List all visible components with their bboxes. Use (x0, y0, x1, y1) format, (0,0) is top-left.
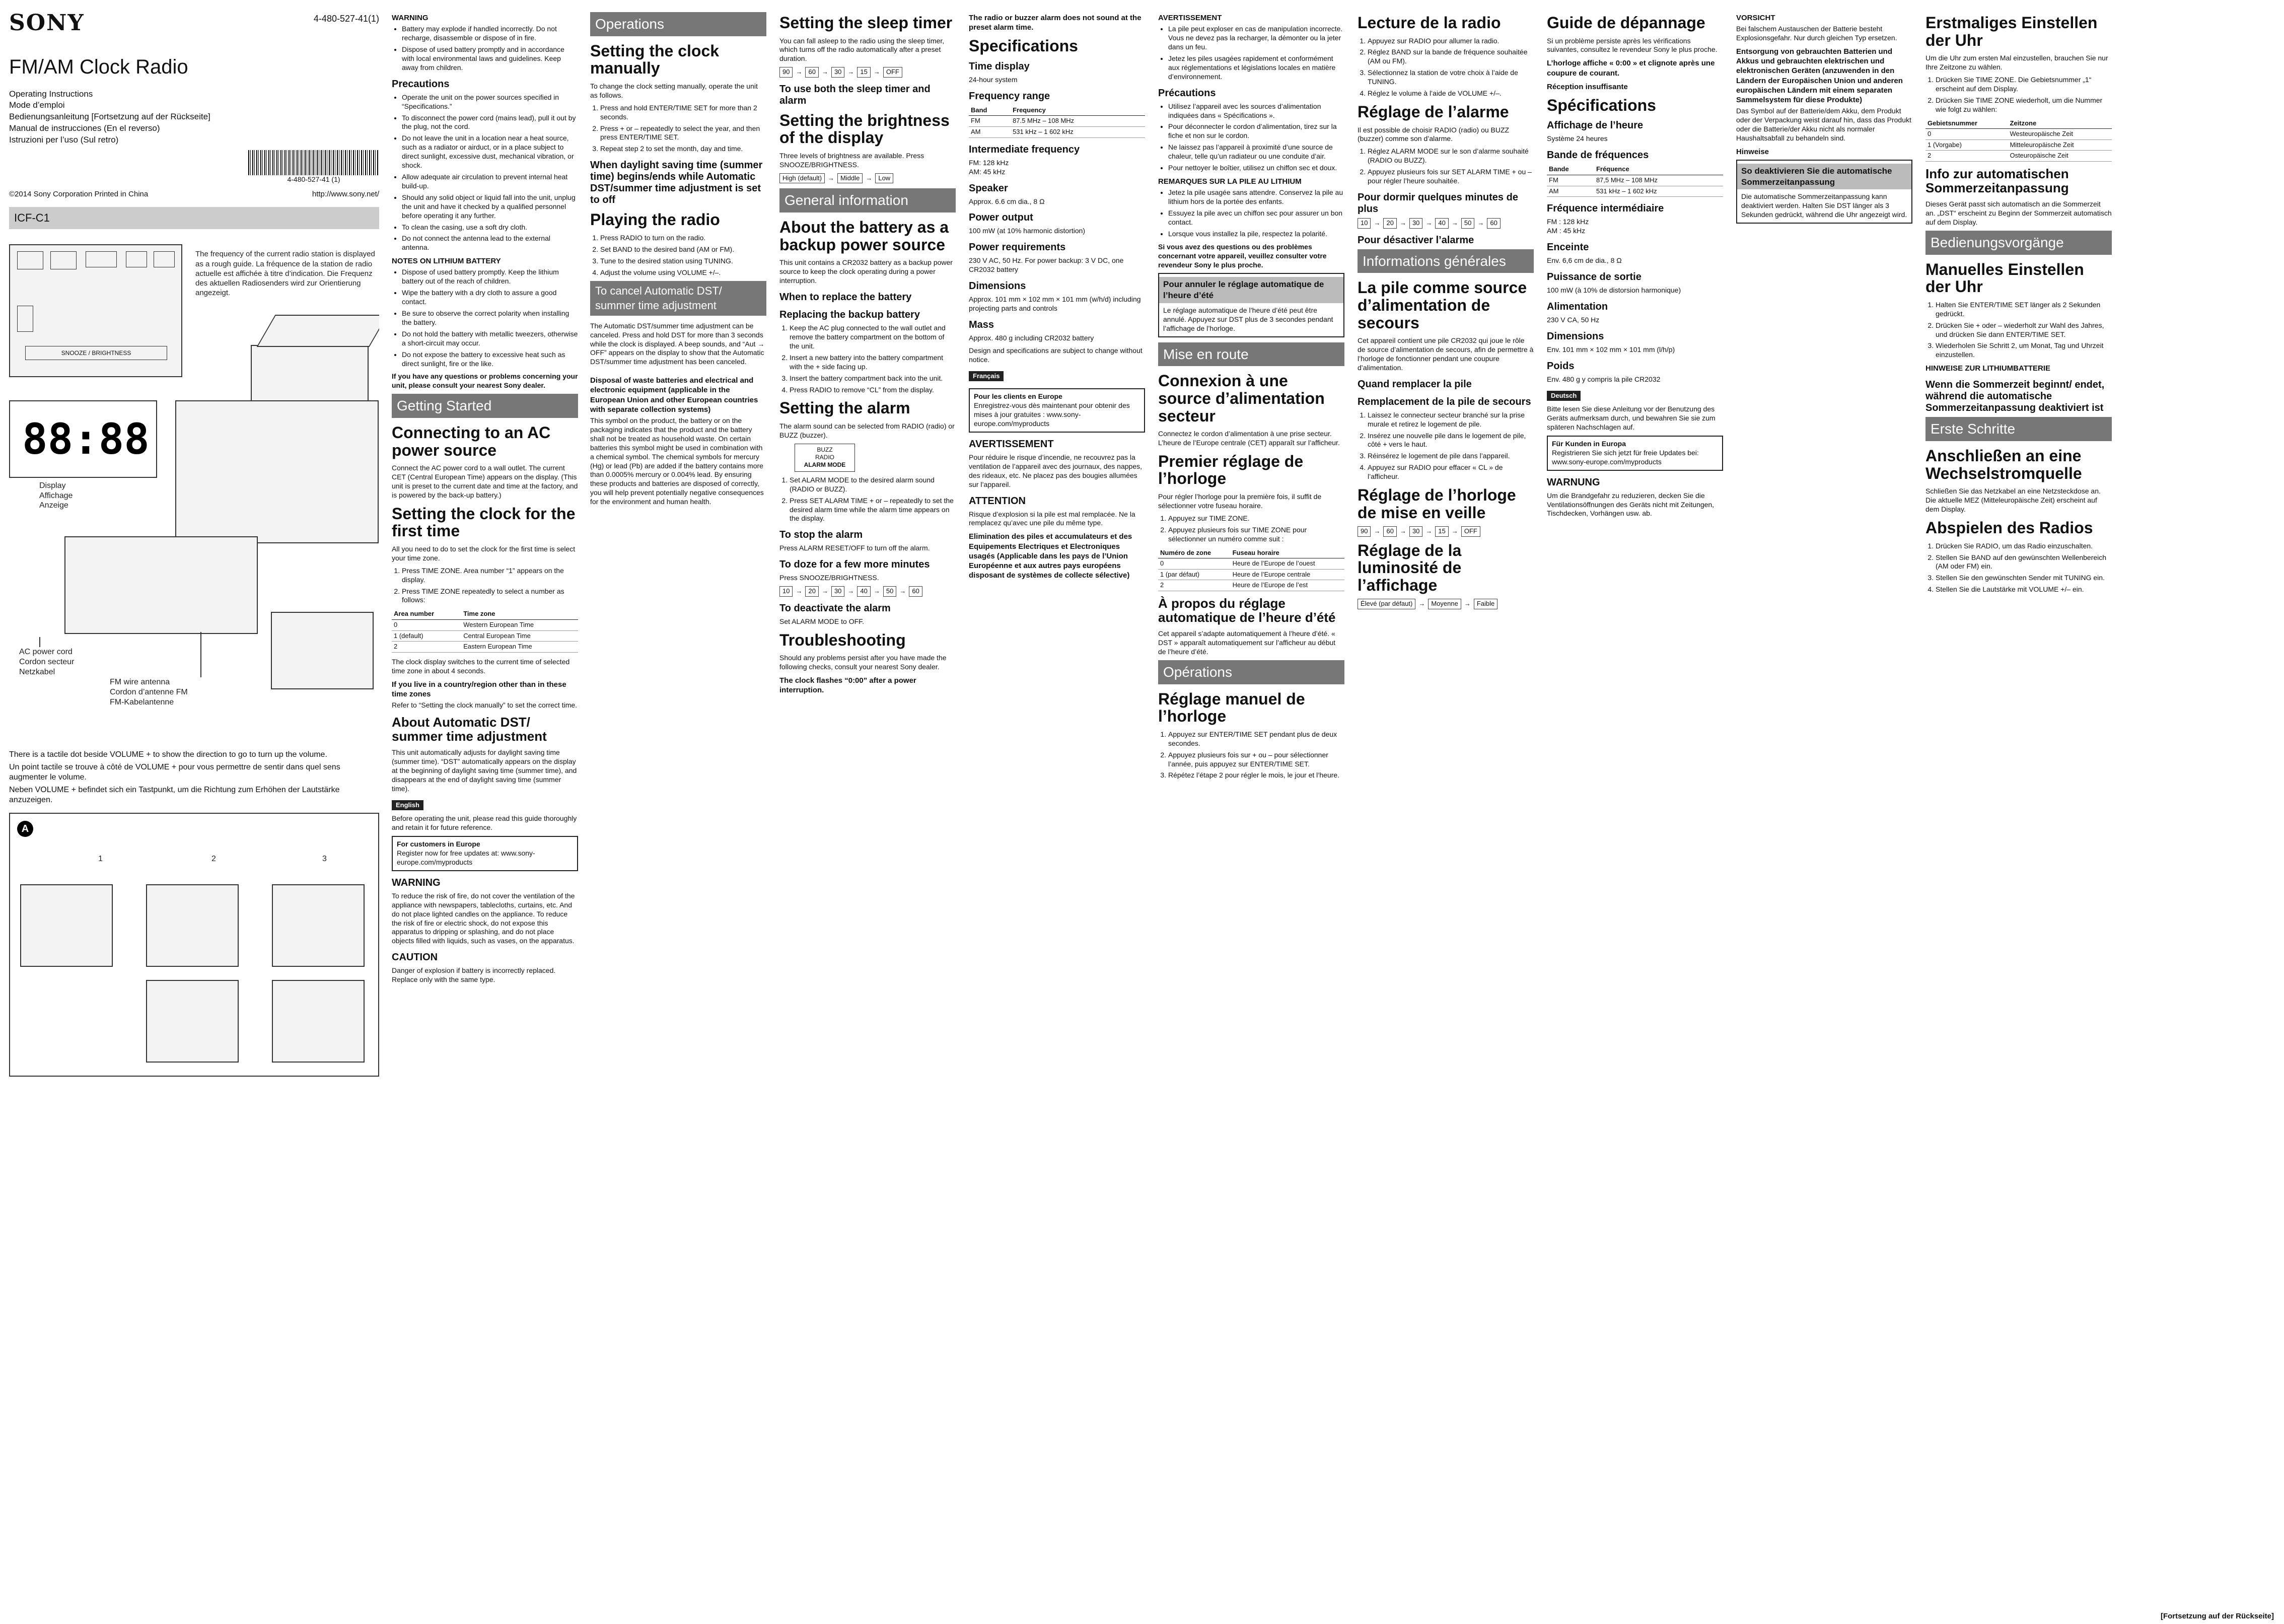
product-title: FM/AM Clock Radio (9, 56, 188, 79)
fr-sleep-sequence: 90 → 60 → 30 → 15 → OFF (1358, 526, 1534, 537)
french-column-1: AVERTISSEMENT • La pile peut exploser en cas de manipulation incorrecte. Vous ne devez pas la recharger, la démonter ou la jeter dans un feu. • Jetez les piles usagées rapidement et conformément aux réglementations et législations locales en matière d’environnement. Précautions • Utilisez l’appareil avec les sources d’alimentation indiquées dans « Spécifications ». • Pour déconnecter le cordon d’alimentation, tirez sur la fiche et non sur le cordon. • Ne laissez pas l’appareil à proximité d’une source de chaleur, telle qu’un radiateur ou une conduite d’air. • Pour nettoyer le boîtier, utilisez un chiffon sec et doux. REMARQUES SUR LA PILE AU LITHIUM • Jetez la pile usagée sans attendre. Conservez la pile au lithium hors de la portée des enfants. • Essuyez la pile avec un chiffon sec pour assurer un bon contact. • Lorsque vous installez la pile, respectez la polarité. Si vous avez des questions ou des problèmes concernant votre appareil, veuillez consulter votre revendeur Sony le plus proche. Pour annuler le réglage automatique de l’heure d’été Le réglage automatique de l’heure d’été peut être annulé. Appuyez sur DST plus de 3 secondes pendant l’affichage de l’horloge. Mise en route Connexion à une source d’alimentation secteur Connectez le cordon d’alimentation à une prise secteur. L’heure de l’Europe centrale (CET) apparaît sur l’afficheur. Premier réglage de l’horloge Pour régler l’horloge pour la première fois, il suffit de sélectionner votre fuseau horaire. 1. Appuyez sur TIME ZONE. 2. Appuyez plusieurs fois sur TIME ZONE pour sélectionner un numéro comme suit : Numéro de zone Fuseau horaire 0 Heure de l’Europe de l’ouest 1 (par défaut) Heure de l’Europe centrale 2 Heure de l’Europe de l’est À propos du réglage automatique de l’heure d’été Cet appareil s’adapte automatiquement à l’heure d’été. « DST » apparaît automatiquement sur l’afficheur au début de l’heure d’été. Opérations Réglage manuel de l’horloge 1. Appuyez sur ENTER/TIME SET pendant plus de deux secondes. 2. Appuyez plusieurs fois sur + ou – pour sélectionner l’année, puis appuyez sur ENTER/TIME SET. 3. Répétez l’étape 2 pour régler le mois, le jour et l’heure. (1158, 9, 1344, 1615)
language-line: Mode d’emploi (9, 100, 65, 110)
language-line: Istruzioni per l’uso (Sul retro) (9, 135, 119, 145)
fr-brightness-sequence: Élevé (par défaut) → Moyenne → Faible (1358, 599, 1534, 609)
manual-clock-heading: Setting the clock manually (590, 41, 720, 78)
fr-doze-sequence: 10 → 20 → 30 → 40 → 50 → 60 (1358, 218, 1534, 229)
lithium-list: • Dispose of used battery promptly. Keep the lithium battery out of the reach of children. • Wipe the battery with a dry cloth to assure a good contact. • Be sure to observe the correct polarity when installing the battery. • Do not hold the battery with metallic tweezers, otherwise a short-circuit may occur. • Do not expose the battery to excessive heat such as direct sunlight, fire or the like. (392, 268, 578, 368)
so-deactivate-box: So deaktivieren Sie die automatische Sommerzeitanpassung Die automatische Sommerzeitanpassung kann deaktiviert werden. Halten Sie DST länger als 3 Sekunden gedrückt, während die Uhr angezeigt wird. (1736, 160, 1912, 224)
german-column-1: VORSICHT Bei falschem Austauschen der Batterie besteht Explosionsgefahr. Nur durch gleichen Typ ersetzen. Entsorgung von gebrauchten Batterien und Akkus und gebrauchten elektrischen und elektronischen Geräten (anzuwenden in den Ländern der Europäischen Union und anderen europäischen Ländern mit einem separaten Sammelsystem für diese Produkte) Das Symbol auf der Batterie/dem Akku, dem Produkt oder der Verpackung weist darauf hin, dass das Produkt oder die Batterie/der Akku nicht als normaler Haushaltsabfall zu behandeln sind. Hinweise So deaktivieren Sie die automatische Sommerzeitanpassung Die automatische Sommerzeitanpassung kann deaktiviert werden. Halten Sie DST länger als 3 Sekunden gedrückt, während die Uhr angezeigt wird. (1736, 9, 1912, 1615)
barcode: 4-480-527-41 (1) (248, 150, 379, 184)
french-column-3: Guide de dépannage Si un problème persiste après les vérifications suivantes, consultez le revendeur Sony le plus proche. L’horloge affiche « 0:00 » et clignote après une coupure de courant. Réception insuffisante Spécifications Affichage de l’heure Système 24 heures Bande de fréquences Bande Fréquence FM 87,5 MHz – 108 MHz AM 531 kHz – 1 602 kHz Fréquence intermédiaire FM : 128 kHz AM : 45 kHz Enceinte Env. 6,6 cm de dia., 8 Ω Puissance de sortie 100 mW (à 10% de distorsion harmonique) Alimentation 230 V CA, 50 Hz Dimensions Env. 101 mm × 102 mm × 101 mm (l/h/p) Poids Env. 480 g y compris la pile CR2032 Deutsch Bitte lesen Sie diese Anleitung vor der Benutzung des Geräts aufmerksam durch, und bewahren Sie sie zum späteren Nachschlagen auf. Für Kunden in Europa Registrieren Sie sich jetzt für freie Updates bei: www.sony-europe.com/myproducts WARNUNG Um die Brandgefahr zu reduzieren, decken Sie die Ventilationsöffnungen des Geräts nicht mit Zeitungen, Tischdecken, Vorhängen usw. ab. (1547, 9, 1723, 1615)
sleep-heading: Setting the sleep timer (779, 14, 953, 32)
tactile-note-de: Neben VOLUME + befindet sich ein Tastpunkt, um die Richtung zum Erhöhen der Lautstärke anzuzeigen. (9, 785, 340, 805)
english-column-4: The radio or buzzer alarm does not sound at the preset alarm time. Specifications Time display 24-hour system Frequency range Band Frequency FM 87.5 MHz – 108 MHz AM 531 kHz – 1 602 kHz Intermediate frequency FM: 128 kHz AM: 45 kHz Speaker Approx. 6.6 cm dia., 8 Ω Power output 100 mW (at 10% harmonic distortion) Power requirements 230 V AC, 50 Hz. For power backup: 3 V DC, one CR2032 battery Dimensions Approx. 101 mm × 102 mm × 101 mm (w/h/d) including projecting parts and controls Mass Approx. 480 g including CR2032 battery Design and specifications are subject to change without notice. Français Pour les clients en Europe Enregistrez-vous dès maintenant pour obtenir des mises à jour gratuites : www.sony-europe.com/myproducts AVERTISSEMENT Pour réduire le risque d’incendie, ne recouvrez pas la ventilation de l’appareil avec des journaux, des nappes, des rideaux, etc. Ne placez pas des bougies allumées sur l’appareil. ATTENTION Risque d’explosion si la pile est mal remplacée. Ne la remplacez qu’avec une pile du même type. Elimination des piles et accumulateurs et des Equipements Electriques et Electroniques usagés (Applicable dans les pays de l’Union Européenne et aux autres pays européens disposant de systèmes de collecte sélective) (969, 9, 1145, 1615)
alarm-heading: Setting the alarm (779, 399, 910, 417)
model-name: ICF-C1 (14, 211, 50, 225)
ac-cord-label-line: Netzkabel (19, 668, 55, 677)
clock-first-steps: 1. Press TIME ZONE. Area number “1” appears on the display. 2. Press TIME ZONE repeatedly to select a number as follows: (392, 567, 578, 605)
copyright: ©2014 Sony Corporation Printed in China (9, 190, 149, 199)
language-line: Operating Instructions (9, 89, 93, 99)
section-operations-fr: Opérations (1158, 660, 1344, 684)
ac-heading: Connecting to an AC power source (392, 423, 551, 459)
clock-3d-top (257, 315, 379, 347)
fm-antenna-label (110, 677, 188, 708)
product-diagram (9, 234, 379, 748)
francais-tab: Français (969, 371, 1004, 382)
de-customers-box: Für Kunden in Europa Registrieren Sie sich jetzt für freie Updates bei: www.sony-europe.com/myproducts (1547, 436, 1723, 471)
cancel-dst-fr-box: Pour annuler le réglage automatique de l’heure d’été Le réglage automatique de l’heure d’été peut être annulé. Appuyez sur DST plus de 3 secondes pendant l’affichage de l’horloge. (1158, 273, 1344, 337)
fm-antenna-label-line: FM wire antenna (110, 678, 170, 687)
fm-antenna-label-line: Cordon d’antenne FM (110, 688, 188, 697)
ac-cord-label-line: Cordon secteur (19, 658, 75, 667)
battery-figure: A 1 2 3 (9, 813, 379, 1077)
sony-logo: SONY (9, 10, 85, 36)
clock-top-view (9, 244, 182, 377)
french-column-2: Lecture de la radio 1. Appuyez sur RADIO pour allumer la radio. 2. Réglez BAND sur la bande de fréquence souhaitée (AM ou FM). 3. Sélectionnez la station de votre choix à l’aide de TUNING. 4. Réglez le volume à l’aide de VOLUME +/–. Réglage de l’alarme Il est possible de choisir RADIO (radio) ou BUZZ (buzzer) comme son d’alarme. 1. Réglez ALARM MODE sur le son d’alarme souhaité (RADIO ou BUZZ). 2. Appuyez plusieurs fois sur SET ALARM TIME + ou – pour régler l’heure souhaitée. Pour dormir quelques minutes de plus 10 → 20 → 30 → 40 → 50 → 60 Pour désactiver l’alarme Informations générales La pile comme source d’alimentation de secours Cet appareil contient une pile CR2032 qui joue le rôle de source d’alimentation de secours, afin de permettre à l’horloge de fonctionner pendant une coupure d’alimentation. Quand remplacer la pile Remplacement de la pile de secours 1. Laissez le connecteur secteur branché sur la prise murale et retirez le logement de pile. 2. Insérez une nouvelle pile dans le logement de pile, côté + vers le haut. 3. Réinsérez le logement de pile dans l’appareil. 4. Appuyez sur RADIO pour effacer « CL » de l’afficheur. Réglage de l’horloge de mise en veille 90 → 60 → 30 → 15 → OFF Réglage de la luminosité de l’affichage Élevé (par défaut) → Moyenne → Faible (1358, 9, 1534, 1615)
figure-label-a: A (17, 821, 33, 837)
cover-column (9, 9, 379, 1615)
sleep-sequence: 90 → 60 → 30 → 15 → OFF (779, 67, 956, 78)
time-zone-table: Area number Time zone 0 Western European Time 1 (default) Central European Time 2 Eastern European Time (392, 609, 578, 653)
clock-bottom-view (64, 536, 258, 634)
fm-antenna-label-line: FM-Kabelantenne (110, 698, 174, 707)
snooze-brightness-bar: SNOOZE / BRIGHTNESS (25, 346, 167, 360)
customers-box: For customers in Europe Register now for free updates at: www.sony-europe.com/myproducts (392, 836, 578, 871)
radio-heading: Playing the radio (590, 210, 720, 229)
section-getting-started: Getting Started (392, 394, 578, 418)
alarm-mode-switch: BUZZ RADIO ALARM MODE (795, 444, 855, 472)
contact-note: If you have any questions or problems concerning your unit, please consult your nearest Sony dealer. (392, 372, 578, 390)
english-column-3: Setting the sleep timer You can fall asleep to the radio using the sleep timer, which turns off the radio automatically after a preset duration. 90 → 60 → 30 → 15 → OFF To use both the sleep timer and alarm Setting the brightness of the display Three levels of brightness are available. Press SNOOZE/BRIGHTNESS. High (default) → Middle → Low General information About the battery as a backup power source This unit contains a CR2032 battery as a backup power source to keep the clock operating during a power interruption. When to replace the battery Replacing the backup battery 1. Keep the AC plug connected to the wall outlet and remove the battery compartment on the bottom of the unit. 2. Insert a new battery into the battery compartment with the + side facing up. 3. Insert the battery compartment back into the unit. 4. Press RADIO to remove “CL” from the display. Setting the alarm The alarm sound can be selected from RADIO (radio) or BUZZ (buzzer). BUZZ RADIO ALARM MODE 1. Set ALARM MODE to the desired alarm sound (RADIO or BUZZ). 2. Press SET ALARM TIME + or – repeatedly to set the desired alarm time while the alarm time appears on the display. To stop the alarm Press ALARM RESET/OFF to turn off the alarm. To doze for a few more minutes Press SNOOZE/BRIGHTNESS. 10 → 20 → 30 → 40 → 50 → 60 To deactivate the alarm Set ALARM MODE to OFF. Troubleshooting Should any problems persist after you have made the following checks, consult your nearest Sony dealer. The clock flashes “0:00” after a power interruption. (779, 9, 956, 1615)
warning-heading: WARNING (392, 14, 429, 22)
tactile-note: There is a tactile dot beside VOLUME + to show the direction to go to turn up the volume. (9, 750, 327, 759)
battery-backup-heading: About the battery as a backup power source (779, 218, 949, 254)
clock-first-heading: Setting the clock for the first time (392, 504, 576, 540)
language-line: Bedienungsanleitung [Fortsetzung auf der Rückseite] (9, 112, 210, 122)
battery-step-2 (146, 884, 239, 967)
fr-zone-table: Numéro de zone Fuseau horaire 0 Heure de l’Europe de l’ouest 1 (par défaut) Heure de l’Europe centrale 2 Heure de l’Europe de l’est (1158, 548, 1344, 592)
language-line: Manual de instrucciones (En el reverso) (9, 123, 160, 133)
display-digits: 88:88 (22, 414, 150, 464)
section-erste-schritte: Erste Schritte (1925, 417, 2112, 441)
display-label-line: Affichage (39, 491, 73, 500)
precautions-heading: Precautions (392, 78, 450, 90)
battery-step-detail (272, 980, 365, 1063)
freq-note: The frequency of the current radio station is displayed as a rough guide. La fréquence de la station de radio actuelle est affichée à titre d’indication. Die Frequenz des aktuellen Radiosenders wird zur Orientierung angezeigt. (195, 250, 375, 298)
cancel-dst-band: To cancel Automatic DST/ summer time adjustment (590, 281, 766, 315)
tactile-note-fr: Un point tactile se trouve à côté de VOLUME + pour vous permettre de sentir dans quel sens augmenter le volume. (9, 762, 340, 782)
deutsch-tab: Deutsch (1547, 391, 1581, 401)
model-band (9, 207, 379, 229)
specifications-heading: Specifications (969, 37, 1078, 55)
language-list (9, 89, 379, 147)
de-zone-table: Gebietsnummer Zeitzone 0 Westeuropäische Zeit 1 (Vorgabe) Mitteleuropäische Zeit 2 Osteuropäische Zeit (1925, 118, 2112, 162)
part-number: 4-480-527-41(1) (313, 14, 379, 24)
english-column-1: WARNING • Battery may explode if handled incorrectly. Do not recharge, disassemble or dispose of in fire. • Dispose of used battery promptly and in accordance with local environmental laws and guidelines. Keep away from children. Precautions • Operate the unit on the power sources specified in “Specifications.” • To disconnect the power cord (mains lead), pull it out by the plug, not the cord. • Do not leave the unit in a location near a heat source, such as a radiator or airduct, or in a place subject to direct sunlight, excessive dust, mechanical vibration, or shock. • Allow adequate air circulation to prevent internal heat build-up. • Should any solid object or liquid fall into the unit, unplug the unit and have it checked by a qualified personnel before operating it any further. • To clean the casing, use a soft dry cloth. • Do not connect the antenna lead to the external antenna. NOTES ON LITHIUM BATTERY • Dispose of used battery promptly. Keep the lithium battery out of the reach of children. • Wipe the battery with a dry cloth to assure a good contact. • Be sure to observe the correct polarity when installing the battery. • Do not hold the battery with metallic tweezers, otherwise a short-circuit may occur. • Do not expose the battery to excessive heat such as direct sunlight, fire or the like. If you have any questions or problems concerning your unit, please consult your nearest Sony dealer. Getting Started Connecting to an AC power source Connect the AC power cord to a wall outlet. The current CET (Central European Time) appears on the display. (This unit is preset to the current date and time at the factory, and is powered by the back-up battery.) Setting the clock for the first time All you need to do to set the clock for the first time is select your time zone. 1. Press TIME ZONE. Area number “1” appears on the display. 2. Press TIME ZONE repeatedly to select a number as follows: Area number Time zone 0 Western European Time 1 (default) Central European Time 2 Eastern European Time The clock display switches to the current time of selected time zone in about 4 seconds. If you live in a country/region other than in these time zones Refer to “Setting the clock manually” to set the correct time. About Automatic DST/ summer time adjustment This unit automatically adjusts for daylight saving time (summer time). “DST” automatically appears on the display at the beginning of daylight saving time (summer time), and disappears at the end of daylight saving time (summer time). English Before operating the unit, please read this guide thoroughly and retain it for future reference. For customers in Europe Register now for free updates at: www.sony-europe.com/myproducts WARNING To reduce the risk of fire, do not cover the ventilation of the appliance with newspapers, tablecloths, curtains, etc. And do not place lighted candles on the appliance. To reduce the risk of fire or electric shock, do not expose this apparatus to dripping or splashing, and do not place objects filled with liquids, such as vases, on the apparatus. CAUTION Danger of explosion if battery is incorrectly replaced. Replace only with the same type. (392, 9, 578, 1615)
display-label-line: Display (39, 481, 66, 490)
section-general: General information (779, 188, 956, 213)
doze-sequence: 10 → 20 → 30 → 40 → 50 → 60 (779, 586, 956, 597)
english-column-2: Operations Setting the clock manually To change the clock setting manually, operate the unit as follows. 1. Press and hold ENTER/TIME SET for more than 2 seconds. 2. Press + or – repeatedly to select the year, and then press ENTER/TIME SET. 3. Repeat step 2 to set the month, day and time. When daylight saving time (summer time) begins/ends while Automatic DST/summer time adjustment is set to off Playing the radio 1. Press RADIO to turn on the radio. 2. Set BAND to the desired band (AM or FM). 3. Tune to the desired station using TUNING. 4. Adjust the volume using VOLUME +/–. To cancel Automatic DST/ summer time adjustment The Automatic DST/summer time adjustment can be canceled. Press and hold DST for more than 3 seconds while the clock is displayed. A beep sounds, and “Aut → OFF” appears on the display to show that the Automatic DST/summer time adjustment has been canceled. Disposal of waste batteries and electrical and electronic equipment (applicable in the European Union and other European countries with separate collection systems) This symbol on the product, the battery or on the packaging indicates that the product and the battery shall not be treated as household waste. On certain batteries this symbol might be used in combination with a chemical symbol. The chemical symbols for mercury (Hg) or lead (Pb) are added if the battery contains more than 0.0005% mercury or 0.004% lead. By ensuring these products and batteries are disposed of correctly, you will help prevent potentially negative consequences for the environment and human health. (590, 9, 766, 1615)
battery-compartment-view (271, 612, 374, 689)
brightness-heading: Setting the brightness of the display (779, 111, 950, 147)
lithium-heading: NOTES ON LITHIUM BATTERY (392, 257, 501, 266)
ac-cord-label (19, 647, 74, 677)
clock-back-view (175, 400, 379, 543)
battery-step-detail-2 (146, 980, 239, 1063)
section-operations: Operations (590, 12, 766, 36)
fr-frequency-table: Bande Fréquence FM 87,5 MHz – 108 MHz AM 531 kHz – 1 602 kHz (1547, 164, 1723, 197)
frequency-table: Band Frequency FM 87.5 MHz – 108 MHz AM 531 kHz – 1 602 kHz (969, 105, 1145, 138)
fr-customers-box: Pour les clients en Europe Enregistrez-vous dès maintenant pour obtenir des mises à jour gratuites : www.sony-europe.com/myproducts (969, 388, 1145, 433)
continued-note: [Fortsetzung auf der Rückseite] (2160, 1611, 2274, 1620)
troubleshooting-heading: Troubleshooting (779, 630, 906, 649)
sony-url: http://www.sony.net/ (312, 190, 379, 199)
dst-heading: About Automatic DST/ summer time adjustment (392, 714, 547, 744)
section-mise-en-route: Mise en route (1158, 342, 1344, 367)
battery-step-3 (272, 884, 365, 967)
english-tab: English (392, 800, 423, 811)
warning-list: • Battery may explode if handled incorrectly. Do not recharge, disassemble or dispose of in fire. • Dispose of used battery promptly and in accordance with local environmental laws and guidelines. Keep away from children. (392, 25, 578, 73)
ac-cord-label-line: AC power cord (19, 648, 73, 657)
battery-step-1 (20, 884, 113, 967)
precautions-list: • Operate the unit on the power sources specified in “Specifications.” • To disconnect the power cord (mains lead), pull it out by the plug, not the cord. • Do not leave the unit in a location near a heat source, such as a radiator or airduct, or in a place subject to direct sunlight, excessive dust, mechanical vibration, or shock. • Allow adequate air circulation to prevent internal heat build-up. • Should any solid object or liquid fall into the unit, unplug the unit and have it checked by a qualified personnel before operating it any further. • To clean the casing, use a soft dry cloth. • Do not connect the antenna lead to the external antenna. (392, 93, 578, 253)
section-info-generales: Informations générales (1358, 249, 1534, 273)
display-label (39, 481, 73, 510)
section-bedienung: Bedienungsvorgänge (1925, 231, 2112, 255)
brightness-sequence: High (default) → Middle → Low (779, 173, 956, 184)
german-column-2: Erstmaliges Einstellen der Uhr Um die Uhr zum ersten Mal einzustellen, brauchen Sie nur Ihre Zeitzone zu wählen. 1. Drücken Sie TIME ZONE. Die Gebietsnummer „1“ erscheint auf dem Display. 2. Drücken Sie TIME ZONE wiederholt, um die Nummer wie folgt zu wählen: Gebietsnummer Zeitzone 0 Westeuropäische Zeit 1 (Vorgabe) Mitteleuropäische Zeit 2 Osteuropäische Zeit Info zur automatischen Sommerzeitanpassung Dieses Gerät passt sich automatisch an die Sommerzeit an. „DST“ erscheint zu Beginn der Sommerzeit automatisch auf dem Display. Bedienungsvorgänge Manuelles Einstellen der Uhr 1. Halten Sie ENTER/TIME SET länger als 2 Sekunden gedrückt. 2. Drücken Sie + oder – wiederholt zur Wahl des Jahres, und drücken Sie dann ENTER/TIME SET. 3. Wiederholen Sie Schritt 2, um Monat, Tag und Uhrzeit einzustellen. HINWEISE ZUR LITHIUMBATTERIE Wenn die Sommerzeit beginnt/ endet, während die automatische Sommerzeitanpassung deaktiviert ist Erste Schritte Anschließen an eine Wechselstromquelle Schließen Sie das Netzkabel an eine Netzsteckdose an. Die aktuelle MEZ (Mitteleuropäische Zeit) erscheint auf dem Display. Abspielen des Radios 1. Drücken Sie RADIO, um das Radio einzuschalten. 2. Stellen Sie BAND auf den gewünschten Wellenbereich (AM oder FM) ein. 3. Stellen Sie den gewünschten Sender mit TUNING ein. 4. Stellen Sie die Lautstärke mit VOLUME +/– ein. (1925, 9, 2112, 1615)
clock-display (9, 400, 157, 478)
display-label-line: Anzeige (39, 501, 68, 510)
